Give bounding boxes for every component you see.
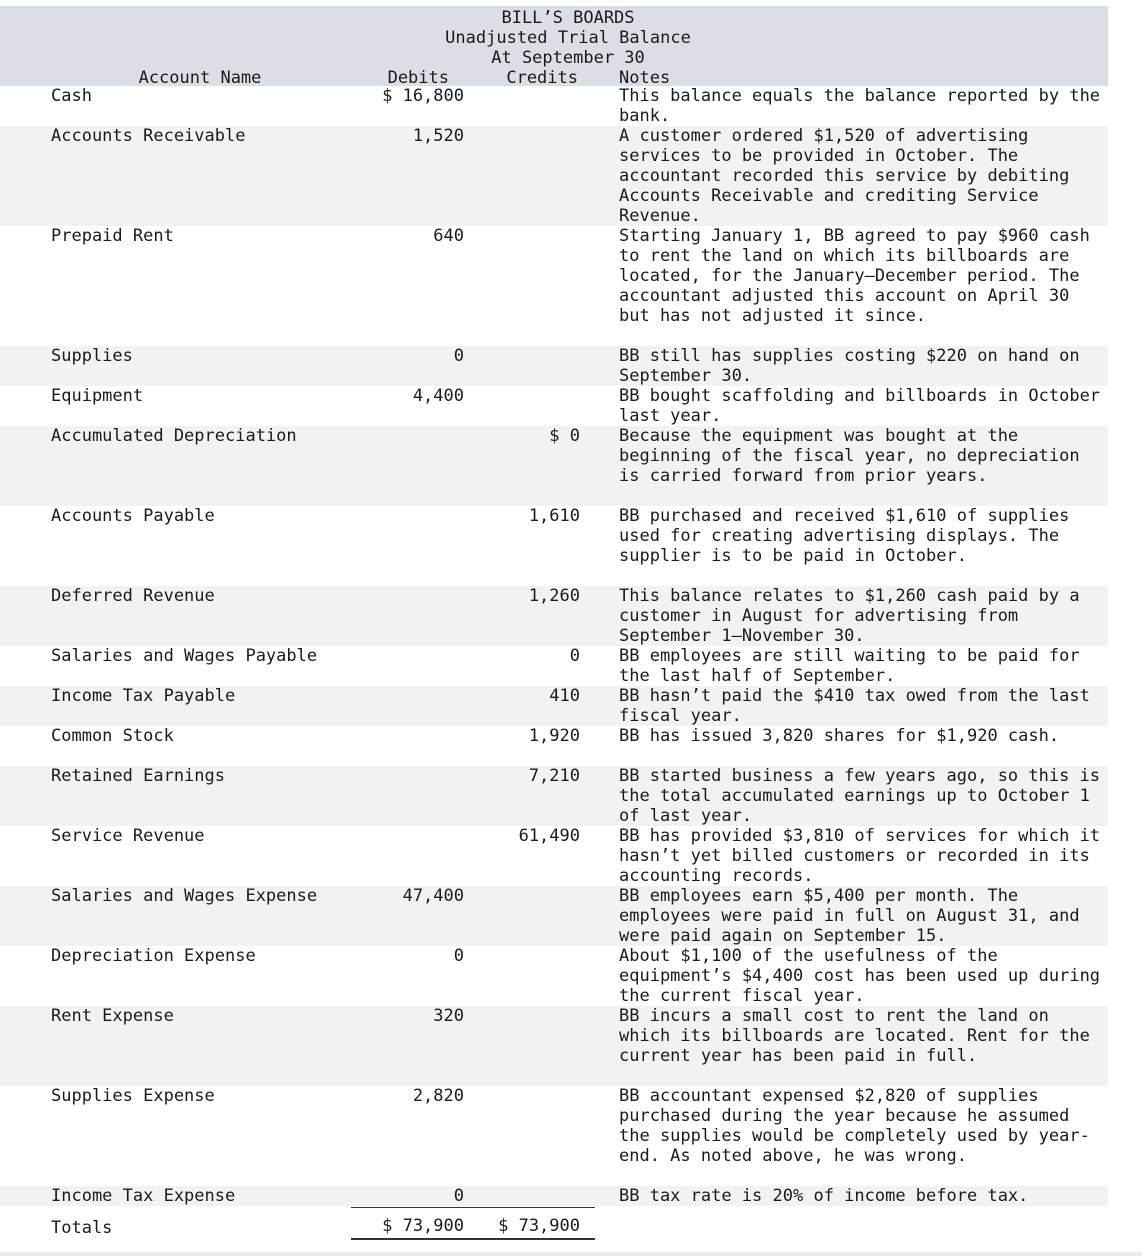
table-row <box>0 586 1108 646</box>
account-name: Common Stock <box>51 726 174 746</box>
credit-amount: 1,260 <box>528 586 580 606</box>
row-note: BB hasn’t paid the $410 tax owed from the last fiscal year. <box>619 686 1090 726</box>
credit-amount: 1,920 <box>528 726 580 746</box>
table-row <box>0 386 1108 426</box>
col-header-account: Account Name <box>138 68 262 88</box>
row-note: BB still has supplies costing $220 on hand on September 30. <box>619 346 1080 386</box>
totals-credit: $ 73,900 <box>498 1216 580 1236</box>
credit-amount: 61,490 <box>518 826 580 846</box>
row-note: BB employees earn $5,400 per month. The employees were paid in full on August 31, and were paid again on September 15. <box>619 886 1080 946</box>
table-row <box>0 426 1108 506</box>
debit-amount: 1,520 <box>412 126 464 146</box>
credit-amount: $ 0 <box>549 426 580 446</box>
account-name: Service Revenue <box>51 826 205 846</box>
totals-top-rule <box>351 1207 595 1208</box>
credit-amount: 7,210 <box>528 766 580 786</box>
table-row <box>0 726 1108 766</box>
account-name: Salaries and Wages Expense <box>51 886 318 906</box>
table-row <box>0 126 1108 226</box>
row-note: About $1,100 of the usefulness of the equipment’s $4,400 cost has been used up during the current fiscal year. <box>619 946 1101 1006</box>
account-name: Deferred Revenue <box>51 586 215 606</box>
row-note: BB tax rate is 20% of income before tax. <box>619 1186 1029 1206</box>
account-name: Income Tax Expense <box>51 1186 236 1206</box>
account-name: Depreciation Expense <box>51 946 256 966</box>
row-note: A customer ordered $1,520 of advertising services to be provided in October. The accountant recorded this service by debiting Accounts Receivable and crediting Service Revenue. <box>619 126 1070 226</box>
account-name: Cash <box>51 86 92 106</box>
credit-amount: 0 <box>569 646 580 666</box>
account-name: Equipment <box>51 386 144 406</box>
table-row <box>0 826 1108 886</box>
debit-amount: 47,400 <box>402 886 464 906</box>
row-note: BB bought scaffolding and billboards in October last year. <box>619 386 1101 426</box>
table-row <box>0 766 1108 826</box>
table-row <box>0 1186 1108 1206</box>
totals-debit: $ 73,900 <box>382 1216 464 1236</box>
row-note: Because the equipment was bought at the beginning of the fiscal year, no depreciation is carried forward from prior years. <box>619 426 1080 486</box>
row-note: BB incurs a small cost to rent the land on which its billboards are located. Rent for the current year has been paid in full. <box>619 1006 1090 1066</box>
table-row <box>0 506 1108 586</box>
account-name: Retained Earnings <box>51 766 225 786</box>
debit-amount: 0 <box>453 1186 464 1206</box>
account-name: Accumulated Depreciation <box>51 426 297 446</box>
account-name: Prepaid Rent <box>51 226 174 246</box>
row-note: BB has provided $3,810 of services for which it hasn’t yet billed customers or recorded in its accounting records. <box>619 826 1101 886</box>
credit-amount: 1,610 <box>528 506 580 526</box>
row-note: BB started business a few years ago, so this is the total accumulated earnings up to October 1 of last year. <box>619 766 1101 826</box>
col-header-debits: Debits <box>387 68 449 88</box>
bottom-border <box>0 1252 1142 1256</box>
table-row <box>0 886 1108 946</box>
table-row <box>0 1006 1108 1086</box>
table-row <box>0 226 1108 346</box>
table-row <box>0 646 1108 686</box>
debit-amount: 2,820 <box>412 1086 464 1106</box>
account-name: Income Tax Payable <box>51 686 236 706</box>
debit-amount: 640 <box>433 226 464 246</box>
debit-amount: 320 <box>433 1006 464 1026</box>
report-title: Unadjusted Trial Balance <box>445 28 691 48</box>
account-name: Salaries and Wages Payable <box>51 646 318 666</box>
totals-label: Totals <box>51 1218 113 1238</box>
table-row <box>0 86 1108 126</box>
debit-amount: 0 <box>453 946 464 966</box>
row-note: Starting January 1, BB agreed to pay $960 cash to rent the land on which its billboards are located, for the January–December period. The accountant adjusted this account on April 30 but has not adjusted it since. <box>619 226 1090 326</box>
table-row <box>0 686 1108 726</box>
table-row <box>0 946 1108 1006</box>
account-name: Rent Expense <box>51 1006 174 1026</box>
row-note: BB employees are still waiting to be paid for the last half of September. <box>619 646 1080 686</box>
row-note: BB purchased and received $1,610 of supplies used for creating advertising displays. The supplier is to be paid in October. <box>619 506 1070 566</box>
row-note: BB accountant expensed $2,820 of supplies purchased during the year because he assumed the supplies would be completely used by year-end. As noted above, he was wrong. <box>619 1086 1090 1166</box>
credit-amount: 410 <box>549 686 580 706</box>
debit-amount: $ 16,800 <box>382 86 464 106</box>
row-note: This balance relates to $1,260 cash paid by a customer in August for advertising from September 1–November 30. <box>619 586 1080 646</box>
account-name: Supplies <box>51 346 133 366</box>
row-note: This balance equals the balance reported by the bank. <box>619 86 1101 126</box>
account-name: Supplies Expense <box>51 1086 215 1106</box>
account-name: Accounts Receivable <box>51 126 246 146</box>
table-row <box>0 346 1108 386</box>
report-date: At September 30 <box>491 48 645 68</box>
table-row <box>0 1086 1108 1186</box>
col-header-notes: Notes <box>619 68 671 88</box>
company-title: BILL’S BOARDS <box>501 8 635 28</box>
debit-amount: 0 <box>453 346 464 366</box>
col-header-credits: Credits <box>506 68 578 88</box>
debit-amount: 4,400 <box>412 386 464 406</box>
account-name: Accounts Payable <box>51 506 215 526</box>
totals-double-rule <box>351 1238 595 1240</box>
row-note: BB has issued 3,820 shares for $1,920 cash. <box>619 726 1060 746</box>
